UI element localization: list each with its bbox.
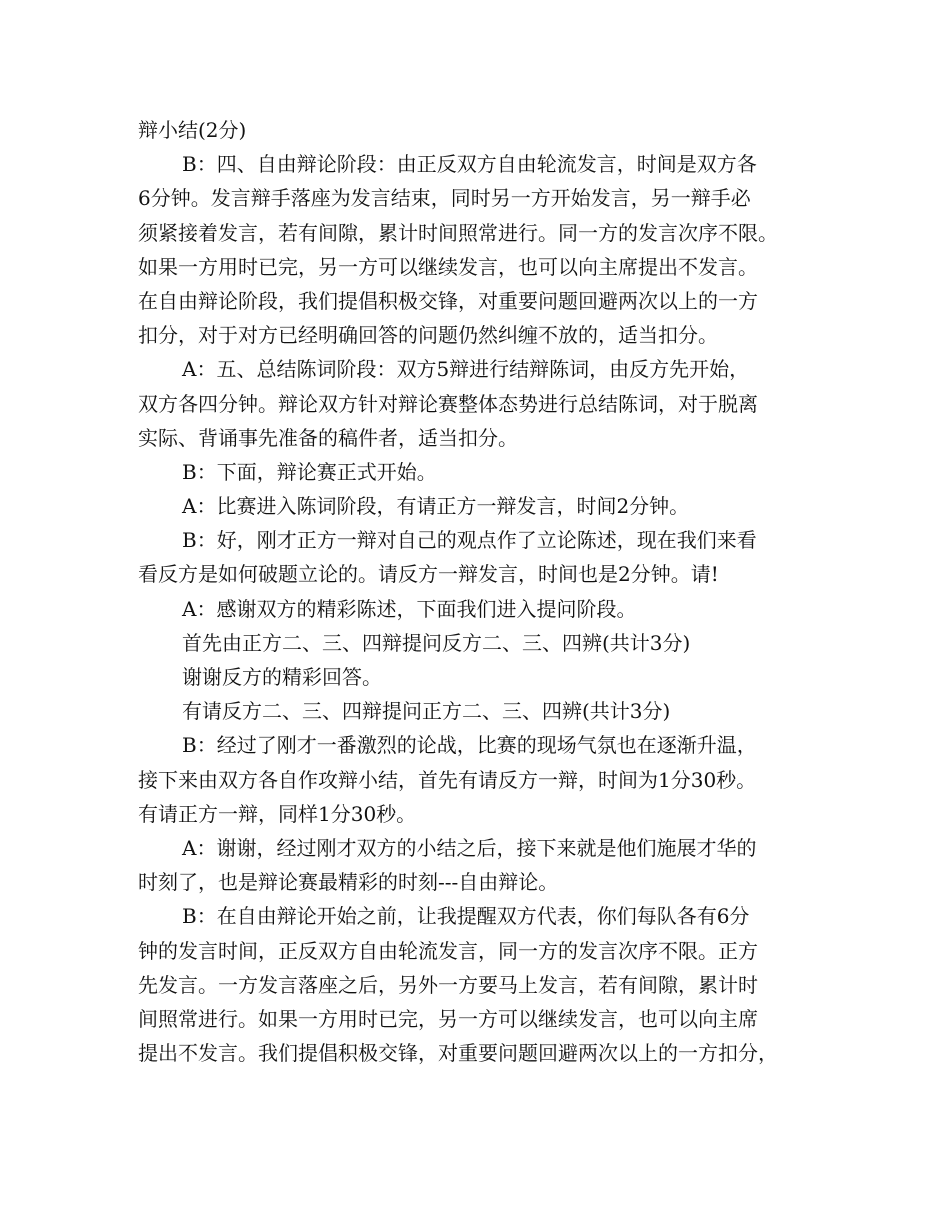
text-line: 接下来由双方各自作攻辩小结，首先有请反方一辩，时间为1分30秒。 xyxy=(138,767,757,792)
text-line: A：感谢双方的精彩陈述，下面我们进入提问阶段。 xyxy=(182,596,637,621)
text-line: 有请反方二、三、四辩提问正方二、三、四辨(共计3分) xyxy=(182,699,671,724)
text-line: 如果一方用时已完，另一方可以继续发言，也可以向主席提出不发言。 xyxy=(138,254,758,279)
text-line: 辩小结(2分) xyxy=(138,118,247,142)
text-line: 先发言。一方发言落座之后，另外一方要马上发言，若有间隙，累计时 xyxy=(138,972,758,997)
text-line: 首先由正方二、三、四辩提问反方二、三、四辨(共计3分) xyxy=(182,630,691,655)
text-line: 提出不发言。我们提倡积极交锋，对重要问题回避两次以上的一方扣分， xyxy=(138,1041,778,1066)
text-line: 扣分，对于对方已经明确回答的问题仍然纠缠不放的，适当扣分。 xyxy=(138,323,718,348)
text-line: B：四、自由辩论阶段：由正反双方自由轮流发言，时间是双方各 xyxy=(182,152,757,177)
text-line: 须紧接着发言，若有间隙，累计时间照常进行。同一方的发言次序不限。 xyxy=(138,220,778,245)
text-line: 双方各四分钟。辩论双方针对辩论赛整体态势进行总结陈词，对于脱离 xyxy=(138,391,758,416)
text-line: 钟的发言时间，正反双方自由轮流发言，同一方的发言次序不限。正方 xyxy=(138,938,758,963)
text-line: B：好，刚才正方一辩对自己的观点作了立论陈述，现在我们来看 xyxy=(182,528,757,553)
text-line: B：经过了刚才一番激烈的论战，比赛的现场气氛也在逐渐升温， xyxy=(182,733,757,758)
text-line: B：在自由辩论开始之前，让我提醒双方代表，你们每队各有6分 xyxy=(182,904,750,929)
text-line: A：五、总结陈词阶段：双方5辩进行结辩陈词，由反方先开始， xyxy=(182,357,750,382)
text-line: A：比赛进入陈词阶段，有请正方一辩发言，时间2分钟。 xyxy=(182,494,690,519)
text-line: 在自由辩论阶段，我们提倡积极交锋，对重要问题回避两次以上的一方 xyxy=(138,288,758,313)
text-line: 有请正方一辩，同样1分30秒。 xyxy=(138,801,417,826)
text-line: 看反方是如何破题立论的。请反方一辩发言，时间也是2分钟。请! xyxy=(138,562,719,587)
text-line: 谢谢反方的精彩回答。 xyxy=(182,665,382,689)
text-line: B：下面，辩论赛正式开始。 xyxy=(182,459,437,484)
text-line: 6分钟。发言辩手落座为发言结束，同时另一方开始发言，另一辩手必 xyxy=(138,186,751,211)
text-line: 间照常进行。如果一方用时已完，另一方可以继续发言，也可以向主席 xyxy=(138,1006,758,1031)
document-body xyxy=(138,113,838,1070)
text-line: 实际、背诵事先准备的稿件者，适当扣分。 xyxy=(138,425,518,450)
text-line: A：谢谢，经过刚才双方的小结之后，接下来就是他们施展才华的 xyxy=(182,835,757,860)
text-line: 时刻了，也是辩论赛最精彩的时刻---自由辩论。 xyxy=(138,870,559,895)
